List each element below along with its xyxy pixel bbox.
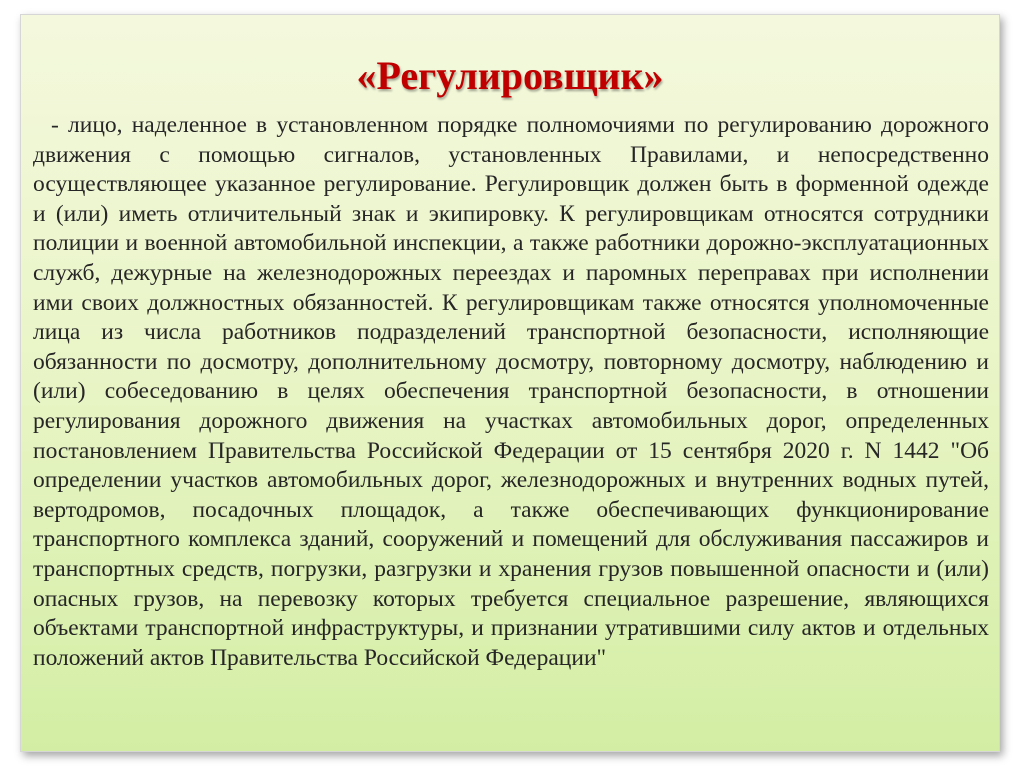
slide-title: «Регулировщик» <box>356 53 664 98</box>
slide-panel <box>20 14 1000 752</box>
definition-text: - лицо, наделенное в установленном порядке полномочиями по регулированию дорожного движения с помощью сигналов, установленных Правилами, и непосредственно осуществляющее указанное регулирование. Регулировщик должен быть в форменной одежде и (или) иметь отличительный знак и экипировку. К регулировщикам относятся сотрудники полиции и военной автомобильной инспекции, а также работники дорожно-эксплуатационных служб, дежурные на железнодорожных переездах и паромных переправах при исполнении ими своих должностных обязанностей. К регулировщикам также относятся уполномоченные лица из числа работников подразделений транспортной безопасности, исполняющие обязанности по досмотру, дополнительному досмотру, повторному досмотру, наблюдению и (или) собеседованию в целях обеспечения транспортной безопасности, в отношении регулирования дорожного движения на участках автомобильных дорог, определенных постановлением Правительства Российской Федерации от 15 сентября 2020 г. N 1442 "Об определении участков автомобильных дорог, железнодорожных и внутренних водных путей, вертодромов, посадочных площадок, а также обеспечивающих функционирование транспортного комплекса зданий, сооружений и помещений для обслуживания пассажиров и транспортных средств, погрузки, разгрузки и хранения грузов повышенной опасности и (или) опасных грузов, на перевозку которых требуется специальное разрешение, являющихся объектами транспортной инфраструктуры, и признании утратившими силу актов и отдельных положений актов Правительства Российской Федерации" <box>33 112 989 671</box>
